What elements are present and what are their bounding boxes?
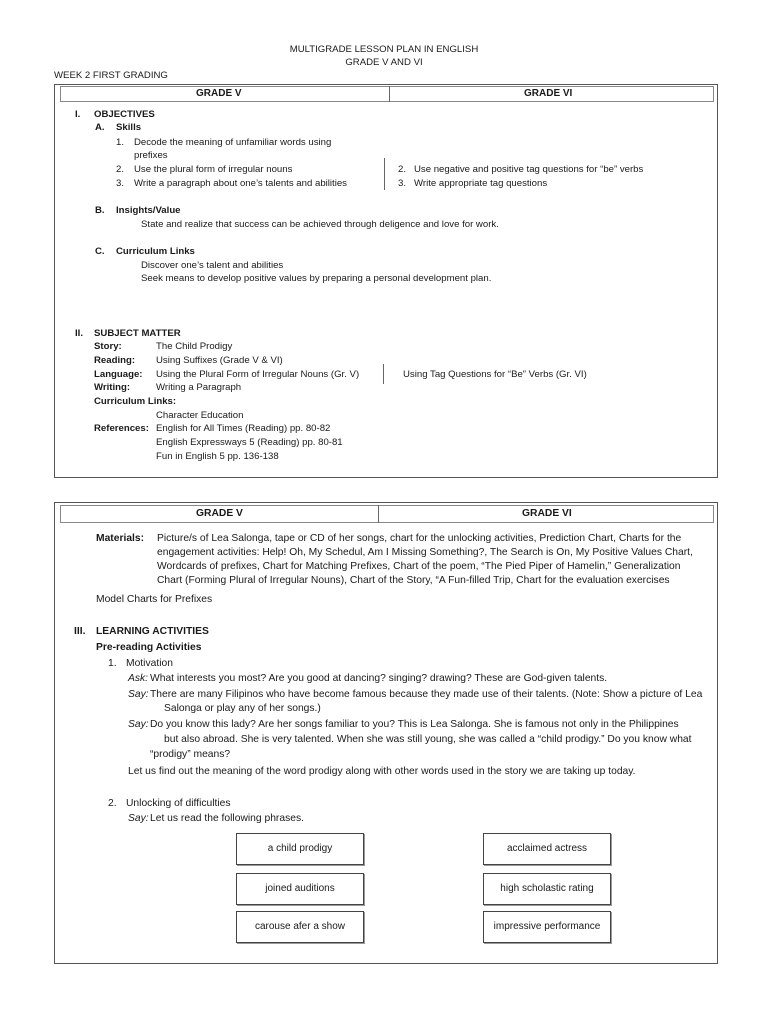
unlocking-heading: Unlocking of difficulties (126, 798, 231, 809)
insights-heading: Insights/Value (116, 205, 181, 216)
ask-label: Ask: (128, 673, 149, 684)
letus-text: Let us find out the meaning of the word prodigy along with other words used in the story we are taking up today. (128, 766, 636, 777)
subject-heading: SUBJECT MATTER (94, 328, 181, 339)
grade-v-header: GRADE V (196, 88, 242, 99)
grade-v-header: GRADE V (196, 508, 243, 519)
skill-num: 1. (116, 137, 125, 148)
prereading-heading: Pre-reading Activities (96, 642, 202, 653)
grade-header-row (60, 86, 714, 102)
writing-label: Writing: (94, 382, 131, 393)
materials-label: Materials: (96, 533, 145, 544)
skills-divider (384, 158, 385, 190)
skill-item: Write appropriate tag questions (414, 178, 548, 189)
say-text: “prodigy” means? (150, 749, 231, 760)
phrase-text: joined auditions (265, 883, 335, 894)
curriculum-letter: C. (95, 246, 105, 257)
reference-item: English Expressways 5 (Reading) pp. 80-81 (156, 437, 343, 448)
unlocking-num: 2. (108, 798, 117, 809)
skill-item: prefixes (134, 150, 168, 161)
reference-item: Fun in English 5 pp. 136-138 (156, 451, 279, 462)
say-text: Salonga or play any of her songs.) (164, 703, 321, 714)
materials-line: engagement activities: Help! Oh, My Schedul, Am I Missing Something?, The Search is On, My Positive Values Chart, (157, 547, 693, 558)
skill-item: Use negative and positive tag questions for “be” verbs (414, 164, 644, 175)
phrase-text: impressive performance (493, 921, 601, 932)
skill-num: 3. (116, 178, 125, 189)
say-label: Say: (128, 813, 149, 824)
skills-letter: A. (95, 122, 105, 133)
phrase-card (236, 911, 364, 943)
week-label: WEEK 2 FIRST GRADING (54, 70, 168, 81)
curriculum-links-label: Curriculum Links: (94, 396, 177, 407)
phrase-card (483, 911, 611, 943)
skill-num: 2. (116, 164, 125, 175)
column-divider (378, 505, 379, 523)
phrase-text: carouse afer a show (254, 921, 346, 932)
story-label: Story: (94, 341, 122, 352)
grade-header-row (60, 505, 714, 523)
materials-line: Picture/s of Lea Salonga, tape or CD of her songs, chart for the unlocking activities, Prediction Chart, Charts for the (157, 533, 682, 544)
subject-numeral: II. (75, 328, 83, 339)
column-divider (389, 86, 390, 102)
story-value: The Child Prodigy (156, 341, 233, 352)
phrase-text: a child prodigy (267, 843, 333, 854)
curriculum-heading: Curriculum Links (116, 246, 195, 257)
skills-heading: Skills (116, 122, 142, 133)
reference-item: English for All Times (Reading) pp. 80-82 (156, 423, 331, 434)
phrase-card (236, 833, 364, 865)
phrase-card (483, 833, 611, 865)
curriculum-links-value: Character Education (156, 410, 244, 421)
curriculum-text: Seek means to develop positive values by preparing a personal development plan. (141, 273, 492, 284)
motivation-num: 1. (108, 658, 117, 669)
language-label: Language: (94, 369, 143, 380)
reading-value: Using Suffixes (Grade V & VI) (156, 355, 283, 366)
references-label: References: (94, 423, 149, 434)
language-divider (383, 364, 384, 384)
say-text: but also abroad. She is very talented. When she was still young, she was called a “child prodigy.” Do you know what (164, 734, 692, 745)
writing-value: Writing a Paragraph (156, 382, 242, 393)
materials-line: Wordcards of prefixes, Chart for Matching Prefixes, Chart of the poem, “The Pied Piper of Hamelin,” Generalization (157, 561, 681, 572)
phrase-text: high scholastic rating (500, 883, 594, 894)
phrase-text: acclaimed actress (506, 843, 588, 854)
learning-numeral: III. (74, 626, 86, 637)
say-text: There are many Filipinos who have become famous because they made use of their talents. (Note: Show a picture of Lea (150, 689, 703, 700)
phrase-card (483, 873, 611, 905)
objectives-numeral: I. (75, 109, 81, 120)
materials-line: Chart (Forming Plural of Irregular Nouns), Chart of the Story, “A Fun-filled Trip, Chart for the evaluation exercises (157, 575, 670, 586)
reading-label: Reading: (94, 355, 136, 366)
document-title: MULTIGRADE LESSON PLAN IN ENGLISH (289, 44, 479, 55)
curriculum-text: Discover one’s talent and abilities (141, 260, 284, 271)
skill-item: Use the plural form of irregular nouns (134, 164, 293, 175)
grade-vi-header: GRADE VI (522, 508, 572, 519)
skill-num: 3. (398, 178, 407, 189)
materials-line: Model Charts for Prefixes (96, 594, 213, 605)
motivation-heading: Motivation (126, 658, 173, 669)
insights-letter: B. (95, 205, 105, 216)
learning-heading: LEARNING ACTIVITIES (96, 626, 209, 637)
language-value-grade-vi: Using Tag Questions for “Be” Verbs (Gr. VI) (403, 369, 587, 380)
phrase-card (236, 873, 364, 905)
say-text: Do you know this lady? Are her songs familiar to you? This is Lea Salonga. She is famous not only in the Philippines (150, 719, 679, 730)
skill-num: 2. (398, 164, 407, 175)
objectives-heading: OBJECTIVES (94, 109, 155, 120)
say-text: Let us read the following phrases. (150, 813, 304, 824)
document-subtitle: GRADE V AND VI (345, 57, 423, 68)
language-value: Using the Plural Form of Irregular Nouns (Gr. V) (156, 369, 360, 380)
skill-item: Write a paragraph about one’s talents and abilities (134, 178, 347, 189)
skill-item: Decode the meaning of unfamiliar words using (134, 137, 332, 148)
say-label: Say: (128, 719, 149, 730)
grade-vi-header: GRADE VI (524, 88, 573, 99)
say-label: Say: (128, 689, 149, 700)
ask-text: What interests you most? Are you good at dancing? singing? drawing? These are God-given talents. (150, 673, 608, 684)
insights-text: State and realize that success can be achieved through deligence and love for work. (141, 219, 499, 230)
